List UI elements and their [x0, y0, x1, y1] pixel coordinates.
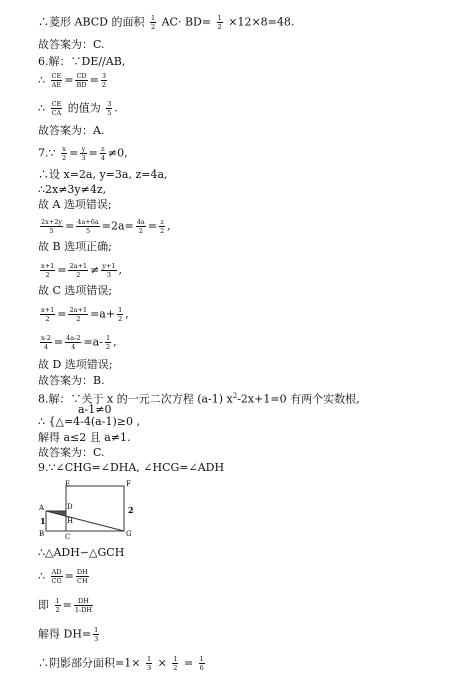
denominator: 2 [76, 315, 81, 323]
fraction [51, 568, 63, 585]
label-e: E [65, 480, 71, 488]
option-c-verdict: 故 C 选项错误; [38, 284, 113, 297]
text: AC· BD= [161, 15, 212, 29]
large-square [66, 486, 124, 531]
text: ×12×8=48. [228, 15, 295, 29]
q9-shaded-area [38, 655, 207, 672]
fraction [75, 72, 87, 89]
numerator: 3 [101, 72, 106, 80]
fraction [76, 568, 89, 585]
fraction [68, 306, 88, 323]
numerator: 4a [136, 218, 145, 226]
denominator: 3 [146, 664, 152, 672]
denominator: 3 [81, 154, 86, 162]
fraction [136, 218, 146, 235]
label-a: A [39, 504, 45, 512]
text: = [57, 307, 67, 321]
q6-value-line [38, 100, 118, 117]
label-h: H [67, 517, 74, 525]
text: = [64, 73, 74, 87]
text: ∴ [38, 101, 45, 115]
text: = [57, 263, 67, 277]
denominator: CH [77, 577, 88, 585]
numerator: 1 [105, 334, 111, 342]
numerator: CD [76, 72, 87, 80]
text: = [147, 219, 157, 233]
text: 解得 DH= [38, 627, 92, 641]
fraction [106, 100, 112, 117]
text: = [69, 146, 79, 160]
numerator: DH [76, 568, 88, 576]
text: 的值为 [67, 101, 101, 115]
label-d: D [67, 503, 73, 511]
q7-substitution: ∴设 x=2a, y=3a, z=4a, [38, 168, 168, 181]
fraction [105, 334, 111, 351]
text: =a+ [90, 307, 116, 321]
text: , [118, 263, 123, 277]
fraction [40, 218, 63, 235]
answer-line: 故答案为：C. [38, 38, 105, 51]
denominator: 2 [150, 23, 156, 31]
numerator: 1 [118, 306, 123, 314]
numerator: 1 [199, 655, 204, 663]
q9-proportion [38, 568, 91, 585]
exponent: 2 [232, 392, 238, 400]
fraction [76, 218, 99, 235]
q8-condition-1: a-1≠0 [78, 403, 112, 416]
fraction [217, 14, 223, 31]
fraction [61, 145, 67, 162]
side-length-1: 1 [40, 516, 46, 526]
fraction [40, 262, 55, 279]
text: , [125, 307, 129, 321]
numerator: 1 [55, 597, 60, 605]
fraction [172, 655, 178, 672]
answer-line: 故答案为：C. [38, 446, 105, 459]
fraction [100, 145, 106, 162]
fraction [93, 626, 99, 643]
numerator: 1 [150, 14, 156, 22]
denominator: 5 [85, 227, 91, 235]
text: ∴ [38, 569, 45, 583]
numerator: x [62, 145, 66, 153]
numerator: y [81, 145, 86, 153]
numerator: 4a-2 [66, 334, 81, 342]
numerator: 4a+6a [77, 218, 99, 226]
text: = [62, 598, 72, 612]
numerator: x+1 [41, 306, 55, 314]
text: . [114, 101, 118, 115]
label-g: G [126, 530, 132, 538]
denominator: 2 [173, 664, 178, 672]
denominator: 2 [217, 23, 222, 31]
denominator: 2 [105, 343, 111, 351]
fraction [117, 306, 123, 323]
numerator: x-2 [41, 334, 51, 342]
option-c-line [38, 262, 122, 279]
fraction [55, 597, 61, 614]
numerator: 2a+1 [69, 306, 88, 314]
text: 8.解：∵关于 x 的一元二次方程 (a-1) x [38, 392, 233, 406]
denominator: 2 [76, 271, 81, 279]
text: , [113, 335, 117, 349]
text: -2x+1=0 有两个实数根, [237, 392, 360, 406]
fraction [159, 218, 165, 235]
denominator: 1-DH [74, 606, 93, 614]
fraction [74, 597, 93, 614]
option-b-verdict: 故 B 选项正确; [38, 240, 112, 253]
denominator: 3 [106, 271, 111, 279]
text: ∴阴影部分面积=1× [38, 656, 141, 670]
q9-solve-dh [38, 626, 101, 643]
denominator: 6 [199, 664, 204, 672]
numerator: 2x+2y [41, 218, 63, 226]
area-rhombus-line [38, 14, 294, 31]
text: ∴菱形 ABCD 的面积 [38, 15, 145, 29]
text: 7.∵ [38, 146, 56, 160]
q9-heading: 9.∵∠CHG=∠DHA, ∠HCG=∠ADH [38, 461, 225, 474]
fraction [80, 145, 86, 162]
q8-solution: 解得 a≤2 且 a≠1. [38, 431, 131, 444]
fraction [101, 72, 107, 89]
denominator: 2 [45, 315, 50, 323]
fraction [150, 14, 156, 31]
q7-heading [38, 145, 128, 162]
denominator: CA [51, 109, 62, 117]
numerator: z [101, 145, 105, 153]
option-d-verdict: 故 D 选项错误; [38, 358, 113, 371]
q7-inequality: ∴2x≠3y≠4z, [38, 183, 107, 196]
side-length-2: 2 [128, 505, 134, 515]
option-b-line [38, 218, 171, 235]
fraction [68, 262, 88, 279]
text: = [89, 73, 99, 87]
denominator: CG [51, 577, 62, 585]
numerator: CE [51, 100, 62, 108]
text: =a- [83, 335, 103, 349]
text: =2a= [101, 219, 134, 233]
fraction [146, 655, 152, 672]
numerator: 1 [146, 655, 152, 663]
denominator: 2 [159, 227, 165, 235]
denominator: 5 [49, 227, 54, 235]
geometry-figure [36, 479, 146, 541]
label-f: F [126, 480, 131, 488]
q9-substitution [38, 597, 95, 614]
denominator: 2 [55, 606, 60, 614]
numerator: x+1 [41, 262, 55, 270]
fraction [51, 100, 63, 117]
denominator: 2 [62, 154, 67, 162]
numerator: 3 [107, 100, 112, 108]
denominator: 3 [94, 635, 99, 643]
numerator: AD [51, 568, 62, 576]
denominator: 2 [138, 227, 143, 235]
text: ∴ [38, 73, 45, 87]
denominator: 2 [101, 81, 106, 89]
text: = [53, 335, 64, 349]
text: = [64, 569, 74, 583]
denominator: 5 [107, 109, 112, 117]
text: , [167, 219, 171, 233]
fraction [51, 72, 63, 89]
text: ≠ [90, 263, 100, 277]
option-a-verdict: 故 A 选项错误; [38, 198, 112, 211]
answer-line: 故答案为：B. [38, 374, 105, 387]
option-d-line-2 [38, 334, 117, 351]
option-d-line-1 [38, 306, 129, 323]
denominator: 2 [45, 271, 50, 279]
label-c: C [65, 533, 71, 541]
numerator: 1 [217, 14, 222, 22]
denominator: BD [76, 81, 87, 89]
numerator: CE [51, 72, 62, 80]
denominator: 2 [118, 315, 123, 323]
numerator: 1 [94, 626, 99, 634]
text: ≠0, [107, 146, 128, 160]
text: = [88, 146, 98, 160]
q8-condition-2: ∴ {△=4-4(a-1)≥0 , [38, 415, 140, 428]
text: 即 [38, 598, 49, 612]
label-b: B [39, 530, 45, 538]
denominator: 4 [71, 343, 76, 351]
fraction [65, 334, 81, 351]
text: = [183, 656, 194, 670]
q6-ratio-line [38, 72, 109, 89]
numerator: 2a+1 [69, 262, 88, 270]
fraction [199, 655, 205, 672]
denominator: 4 [43, 343, 49, 351]
numerator: 1 [173, 655, 178, 663]
denominator: AE [51, 81, 62, 89]
text: × [157, 656, 167, 670]
numerator: DH [74, 597, 93, 606]
fraction [40, 306, 55, 323]
text: = [65, 219, 75, 233]
answer-line: 故答案为：A. [38, 124, 105, 137]
numerator: y+1 [102, 262, 116, 270]
q9-similarity: ∴△ADH∽△GCH [38, 546, 125, 559]
fraction [101, 262, 116, 279]
diagonal-ag [46, 511, 124, 531]
numerator: z [160, 218, 164, 226]
q6-heading: 6.解：∵DE//AB, [38, 55, 126, 68]
fraction [40, 334, 52, 351]
denominator: 4 [100, 154, 105, 162]
